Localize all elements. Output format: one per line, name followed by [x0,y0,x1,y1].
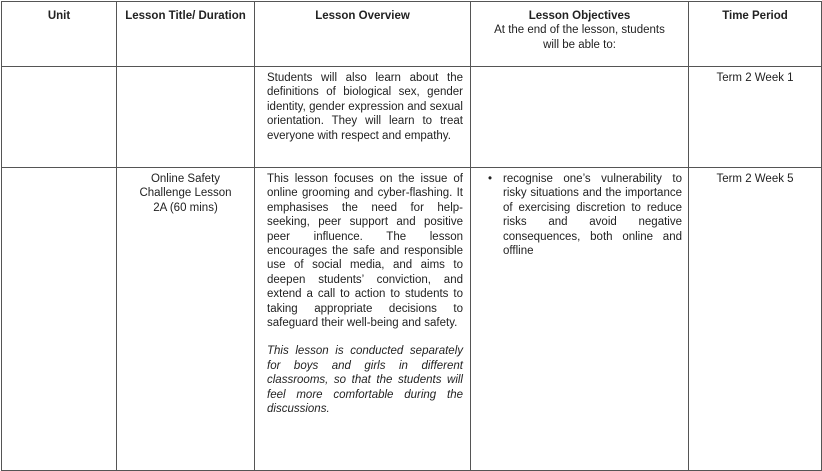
cell-lesson-title [117,67,255,168]
cell-unit [2,168,117,471]
table-row [2,168,822,471]
cell-unit [2,67,117,168]
overview-text: This lesson focuses on the issue of online grooming and cyber-flashing. It emphasises the need for help-seeking, peer support and positive peer influence. The lesson encourages the safe and responsible use of social media, and aims to deepen students’ conviction, and extend a call to action to students to taking appropriate decisions to safeguard their well-being and safety. [267,173,463,330]
lesson-plan-table [1,1,822,471]
cell-time-period: Term 2 Week 1 [689,67,822,168]
header-lesson-objectives-label: Lesson Objectives [528,10,631,22]
header-lesson-objectives-sub: At the end of the lesson, students will be able to: [494,24,665,51]
cell-lesson-objectives [471,67,689,168]
header-lesson-title: Lesson Title/ Duration [117,2,255,67]
cell-lesson-overview [255,168,471,471]
overview-note: This lesson is conducted separately for boys and girls in different classrooms, so that the students will feel more comfortable during the discussions. [267,345,463,416]
cell-lesson-objectives [471,168,689,471]
header-unit: Unit [2,2,117,67]
objective-item: recognise one’s vulnerability to risky situations and the importance of exercising discretion to reduce risks and avoid negative consequences, both online and offline [503,173,682,258]
cell-time-period: Term 2 Week 5 [689,168,822,471]
header-row [2,2,822,67]
bullet-marker: • [488,173,493,185]
header-time-period: Time Period [689,2,822,67]
cell-lesson-title: Online Safety Challenge Lesson 2A (60 mins) [117,168,255,471]
cell-lesson-overview [255,67,471,168]
table-row [2,67,822,168]
header-lesson-objectives [471,2,689,67]
overview-text: Students will also learn about the definitions of biological sex, gender identity, gender expression and sexual orientation. They will learn to treat everyone with respect and empathy. [267,72,463,142]
header-lesson-overview: Lesson Overview [255,2,471,67]
